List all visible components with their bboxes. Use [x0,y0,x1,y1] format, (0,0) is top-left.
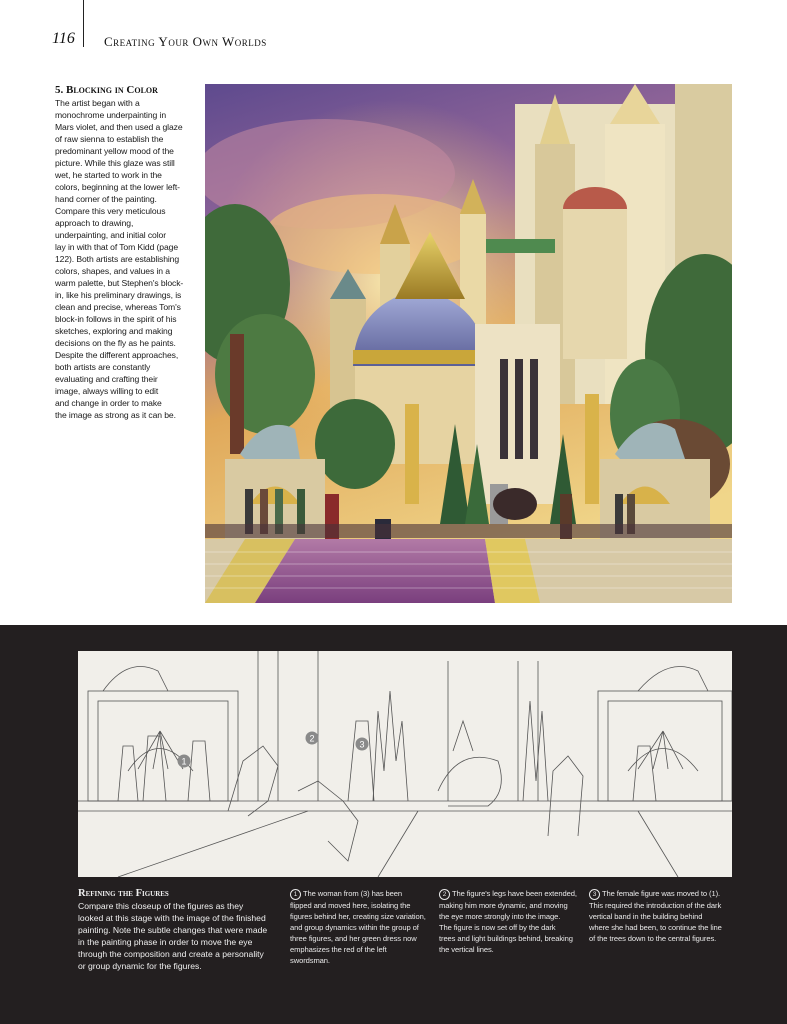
caption-body: Compare this closeup of the figures as they looked at this stage with the image of the finished painting. Note the subtle changes that were made in the painting phase in order to move the eye through the composition and create a personality or group dynamic for the figures. [78,901,268,971]
header-divider [83,0,84,47]
section-body: The artist began with a monochrome underpainting in Mars violet, and then used a glaze of raw sienna to establish the predominant yellow mood of the picture. While this glaze was still wet, he started to work in the colors, beginning at the lower left- hand corner of the painting. Compare this very meticulous approach to drawing, underpainting, and initial color lay in with that of Tom Kidd (page 122). Both artists are establishing colors, shapes, and values in a warm palette, but Stephen's block- in, like his preliminary drawings, is clean and precise, whereas Tom's block-in follows in the spirit of his sketches, exploring and making decisions on the fly as he paints. Despite the different approaches, both artists are constantly evaluating and crafting their image, always willing to edit and change in order to make the image as strong as it can be. [55,98,184,420]
sketch-marker-3: 3 [359,739,365,750]
running-title: Creating Your Own Worlds [104,34,267,49]
note-text-2: The figure's legs have been extended, making him more dynamic, and moving the eye more strongly into the image. The figure is now set off by the dark trees and light buildings behind, breaking the vertical lines. [439,889,577,954]
section-title: 5. Blocking in Color [55,84,158,96]
note-number-1: 1 [290,889,301,900]
caption-refining-figures [78,888,278,972]
note-2 [439,888,579,955]
note-1 [290,888,430,966]
note-text-1: The woman from (3) has been flipped and moved here, isolating the figures behind her, creating size variation, and group dynamics within the group of three figures, and her green dress now emphasizes the red of the left swordsman. [290,889,426,965]
sketch-illustration [78,651,732,877]
sketch-marker-1: 1 [181,756,187,767]
section-blocking-in-color [55,84,203,421]
note-3 [589,888,734,944]
caption-title: Refining the Figures [78,888,169,899]
color-block-in-painting [205,84,732,603]
page-number: 116 [52,30,75,47]
figures-sketch [78,651,732,877]
sketch-marker-2: 2 [309,733,315,744]
note-number-3: 3 [589,889,600,900]
sketch-markers [178,732,369,768]
painting-illustration [205,84,732,603]
note-text-3: The female figure was moved to (1). This required the introduction of the dark vertical band in the building behind where she had been, to continue the line of the trees down to the central figures. [589,889,722,943]
note-number-2: 2 [439,889,450,900]
